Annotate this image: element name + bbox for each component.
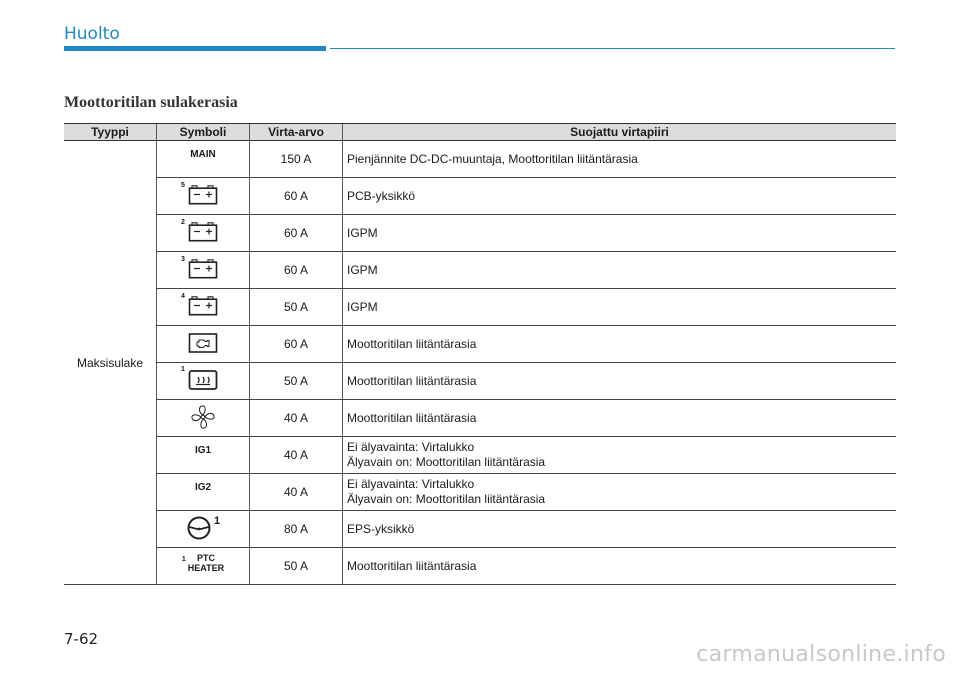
battery-icon xyxy=(181,181,218,208)
circuit-line: Moottoritilan liitäntärasia xyxy=(347,373,477,388)
fuse-type-cell xyxy=(64,141,157,585)
engine-icon xyxy=(188,332,218,357)
rating-cell: 60 A xyxy=(250,178,343,215)
table-row xyxy=(64,326,896,363)
column-header-circuit: Suojattu virtapiiri xyxy=(343,124,897,141)
page-title: Moottoritilan sulakerasia xyxy=(64,94,238,111)
table-row xyxy=(64,178,896,215)
circuit-line: Pienjännite DC-DC-muuntaja, Moottoritilan liitäntärasia xyxy=(347,151,638,166)
table-row xyxy=(64,363,896,400)
symbol-text-line: PTC xyxy=(196,552,215,563)
symbol-text: IG2 xyxy=(194,482,212,493)
symbol-superscript: 4 xyxy=(181,292,185,300)
circuit-cell xyxy=(343,141,897,178)
circuit-line: EPS-yksikkö xyxy=(347,521,415,536)
circuit-line: PCB-yksikkö xyxy=(347,188,416,203)
circuit-cell xyxy=(343,400,897,437)
ig2-label xyxy=(194,482,212,499)
symbol-cell xyxy=(157,178,250,215)
fuse-type-label: Maksisulake xyxy=(76,355,144,370)
circuit-line: Ei älyavainta: Virtalukko xyxy=(347,440,475,454)
battery-icon xyxy=(181,292,218,319)
table-row xyxy=(64,215,896,252)
symbol-superscript: 1 xyxy=(181,365,185,373)
symbol-cell xyxy=(157,437,250,474)
table-row xyxy=(64,474,896,511)
circuit-cell xyxy=(343,511,897,548)
rating-cell: 80 A xyxy=(250,511,343,548)
rating-cell: 40 A xyxy=(250,400,343,437)
rating-cell: 50 A xyxy=(250,548,343,585)
circuit-line: Moottoritilan liitäntärasia xyxy=(347,410,477,425)
header-section-title: Huolto xyxy=(64,24,120,44)
table-row xyxy=(64,252,896,289)
circuit-line: Moottoritilan liitäntärasia xyxy=(347,558,477,573)
circuit-line: IGPM xyxy=(347,225,378,240)
circuit-cell xyxy=(343,178,897,215)
battery-icon xyxy=(181,218,218,245)
symbol-superscript: 2 xyxy=(181,218,185,226)
main-label xyxy=(190,149,216,166)
symbol-superscript: 3 xyxy=(181,255,185,263)
circuit-cell xyxy=(343,289,897,326)
rating-cell: 60 A xyxy=(250,326,343,363)
watermark: carmanualsonline.info xyxy=(696,642,946,667)
table-header-row xyxy=(64,124,896,141)
circuit-cell xyxy=(343,252,897,289)
circuit-cell xyxy=(343,326,897,363)
column-header-symbol: Symboli xyxy=(157,124,250,141)
symbol-cell xyxy=(157,363,250,400)
symbol-text: IG1 xyxy=(194,445,212,456)
circuit-cell xyxy=(343,363,897,400)
rating-cell: 40 A xyxy=(250,437,343,474)
table-row xyxy=(64,548,896,585)
symbol-cell xyxy=(157,252,250,289)
symbol-cell xyxy=(157,548,250,585)
circuit-line: Ei älyavainta: Virtalukko xyxy=(347,477,475,491)
rating-cell: 40 A xyxy=(250,474,343,511)
rating-cell: 60 A xyxy=(250,215,343,252)
fuse-table xyxy=(64,123,896,585)
circuit-cell xyxy=(343,215,897,252)
symbol-text: MAIN xyxy=(190,149,216,160)
fan-icon xyxy=(189,403,217,434)
header-bar-thin xyxy=(330,48,895,49)
circuit-line: IGPM xyxy=(347,262,378,277)
rear-defrost-icon xyxy=(181,365,218,394)
circuit-cell xyxy=(343,548,897,585)
column-header-type: Tyyppi xyxy=(64,124,157,141)
ig1-label xyxy=(194,445,212,462)
symbol-cell xyxy=(157,400,250,437)
symbol-suffix: 1 xyxy=(213,514,221,527)
header-bar-thick xyxy=(64,46,326,51)
table-row xyxy=(64,289,896,326)
symbol-cell xyxy=(157,141,250,178)
table-row xyxy=(64,141,896,178)
rating-cell: 50 A xyxy=(250,289,343,326)
circuit-line: Älyavain on: Moottoritilan liitäntärasia xyxy=(347,455,546,469)
fuse-table-body xyxy=(64,141,896,585)
circuit-cell xyxy=(343,474,897,511)
battery-icon xyxy=(181,255,218,282)
ptc-heater-label xyxy=(181,552,225,577)
symbol-superscript: 5 xyxy=(181,181,185,189)
symbol-cell xyxy=(157,326,250,363)
rating-cell: 150 A xyxy=(250,141,343,178)
rating-cell: 60 A xyxy=(250,252,343,289)
column-header-rating: Virta-arvo xyxy=(250,124,343,141)
symbol-text-line: HEATER xyxy=(187,562,225,573)
circuit-line: Älyavain on: Moottoritilan liitäntärasia xyxy=(347,492,546,506)
circuit-cell xyxy=(343,437,897,474)
steering-wheel-icon xyxy=(186,515,220,544)
symbol-cell xyxy=(157,289,250,326)
symbol-cell xyxy=(157,474,250,511)
table-row xyxy=(64,511,896,548)
circuit-line: IGPM xyxy=(347,299,378,314)
page-number: 7-62 xyxy=(64,630,99,648)
symbol-cell xyxy=(157,215,250,252)
rating-cell: 50 A xyxy=(250,363,343,400)
table-row xyxy=(64,437,896,474)
symbol-superscript: 1 xyxy=(181,555,186,563)
table-row xyxy=(64,400,896,437)
circuit-line: Moottoritilan liitäntärasia xyxy=(347,336,477,351)
symbol-cell xyxy=(157,511,250,548)
